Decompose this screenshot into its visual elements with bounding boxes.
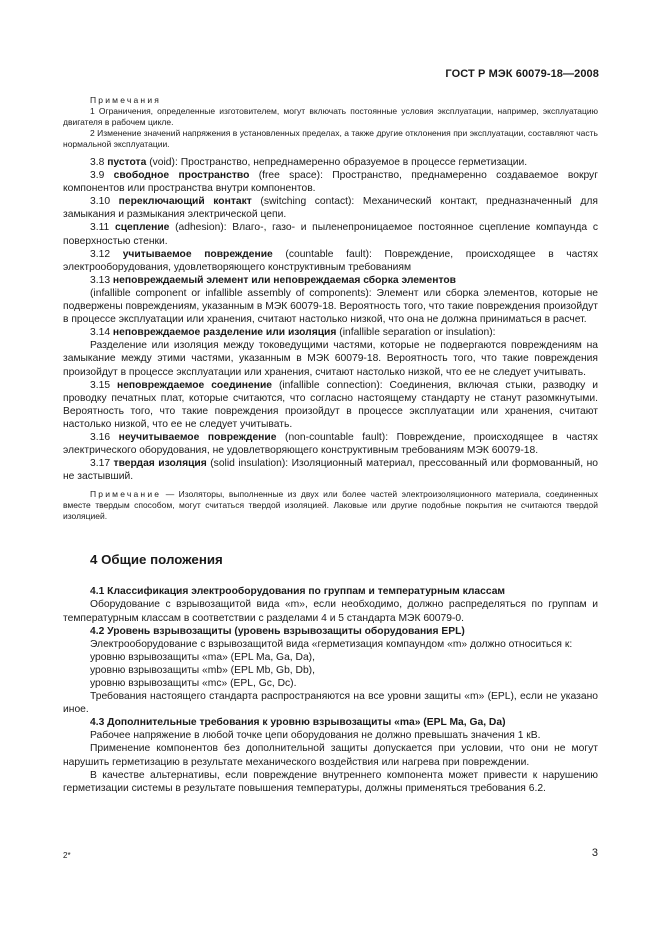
term-3-13-body: (infallible component or infallible assembly of components): Элемент или сборка элементов, которые не подвержены повреждениям, указанным в МЭК 60079-18. Вероятность того, что такие повреждения произойдут в процессе эксплуатации или хранения, считают настолько низкой, что она не должна приниматься в расчет. <box>63 287 598 326</box>
term-3-16: 3.16 неучитываемое повреждение (non-countable fault): Повреждение, происходящее в частях электрического оборудования, не удовлетворяющего конструктивным требованиям МЭК 60079-18. <box>63 431 598 457</box>
document-body <box>63 95 598 795</box>
term-3-12: 3.12 учитываемое повреждение (countable fault): Повреждение, происходящее в частях электрооборудования, удовлетворяющего конструктивным требованиям <box>63 248 598 273</box>
section-4-1-title: 4.1 Классификация электрооборудования по группам и температурным классам <box>90 586 506 598</box>
section-4-3-para: Рабочее напряжение в любой точке цепи оборудования не должно превышать значения 1 кВ. <box>90 730 541 742</box>
protection-level-mc: уровню взрывозащиты «mc» (EPL, Gc, Dc). <box>90 678 297 689</box>
signature-mark: 2* <box>63 851 71 860</box>
term-3-10: 3.10 переключающий контакт (switching contact): Механический контакт, предназначенный для замыкания и размыкания электрической цепи. <box>63 196 598 221</box>
term-3-8: 3.8 пустота (void): Пространство, непреднамеренно образуемое в процессе герметизации. <box>90 157 528 168</box>
protection-level-ma: уровню взрывозащиты «ma» (EPL Ma, Ga, Da), <box>90 651 315 663</box>
document-header: ГОСТ Р МЭК 60079-18—2008 <box>445 68 599 80</box>
term-3-14-body: Разделение или изоляция между токоведущими частями, которые не подвергаются повреждениям на замыкание между этими частями, указанным в МЭК 60079-18. Вероятность того, что такие повреждения произойдут в процессе эксплуатации или хранения, считают настолько низкой, что ее не следует учитывать. <box>63 340 598 378</box>
term-3-11: 3.11 сцепление (adhesion): Влаго-, газо- и пыленепроницаемое постоянное сцепление компаунда с поверхностью стенки. <box>63 222 598 247</box>
section-4-title: 4 Общие положения <box>90 552 223 568</box>
term-3-17: 3.17 твердая изоляция (solid insulation): Изоляционный материал, прессованный или формованный, но не застывший. <box>63 458 598 483</box>
note-solid-insulation: Примечание — Изоляторы, выполненные из двух или более частей электроизоляционного материала, соединенных вместе твердым способом, могут считаться твердой изоляцией. Лаковые или другие подобные покрытия не считаются твердой изоляцией. <box>63 489 598 522</box>
term-3-13-heading: 3.13 неповреждаемый элемент или неповреждаемая сборка элементов <box>90 274 456 286</box>
note-item: 2 Изменение значений напряжения в установленных пределах, а также другие отклонения при эксплуатации, составляют часть нормальной эксплуатации. <box>63 128 598 149</box>
section-4-2-text: Электрооборудование с взрывозащитой вида «герметизация компаундом «m» должно относиться к: <box>90 638 573 650</box>
protection-level-mb: уровню взрывозащиты «mb» (EPL Mb, Gb, Db), <box>90 664 315 676</box>
section-4-3-para: В качестве альтернативы, если повреждение внутреннего компонента может привести к нарушению герметизации системы в результате повышения температуры, должны применяться требования 6.2. <box>63 769 598 794</box>
notes-label: Примечания <box>90 95 162 105</box>
term-3-14-heading: 3.14 неповреждаемое разделение или изоляция (infallible separation or insulation): <box>90 327 496 339</box>
section-4-2-requirement: Требования настоящего стандарта распространяются на все уровни защиты «m» (EPL), если не указано иное. <box>63 691 598 716</box>
term-3-9: 3.9 свободное пространство (free space): Пространство, преднамеренно создаваемое вокруг компонентов или пространства внутри компонентов. <box>63 170 598 195</box>
section-4-3-para: Применение компонентов без дополнительной защиты допускается при условии, что они не могут нарушить герметизацию в результате механического воздействия или нагрева при повреждении. <box>63 743 598 768</box>
page-number: 3 <box>591 847 598 859</box>
section-4-1-text: Оборудование с взрывозащитой вида «m», если необходимо, должно распределяться по группам и температурным классам в соответствии с разделами 4 и 5 стандарта МЭК 60079-0. <box>63 599 598 624</box>
section-4-2-title: 4.2 Уровень взрывозащиты (уровень взрывозащиты оборудования EPL) <box>90 625 465 637</box>
term-3-15: 3.15 неповреждаемое соединение (infallible connection): Соединения, включая стыки, разводку и проводку печатных плат, которые считаются, что согласно настоящему стандарту не станут разомкнутыми. Вероятность того, что такие повреждения произойдут в процессе эксплуатации или хранения, считают настолько низкой, что ее не следует учитывать. <box>63 379 598 430</box>
note-item: 1 Ограничения, определенные изготовителем, могут включать постоянные условия эксплуатации, например, эксплуатацию двигателя в рабочем цикле. <box>63 106 598 127</box>
section-4-3-title: 4.3 Дополнительные требования к уровню взрывозащиты «ma» (EPL Ma, Ga, Da) <box>90 717 506 729</box>
